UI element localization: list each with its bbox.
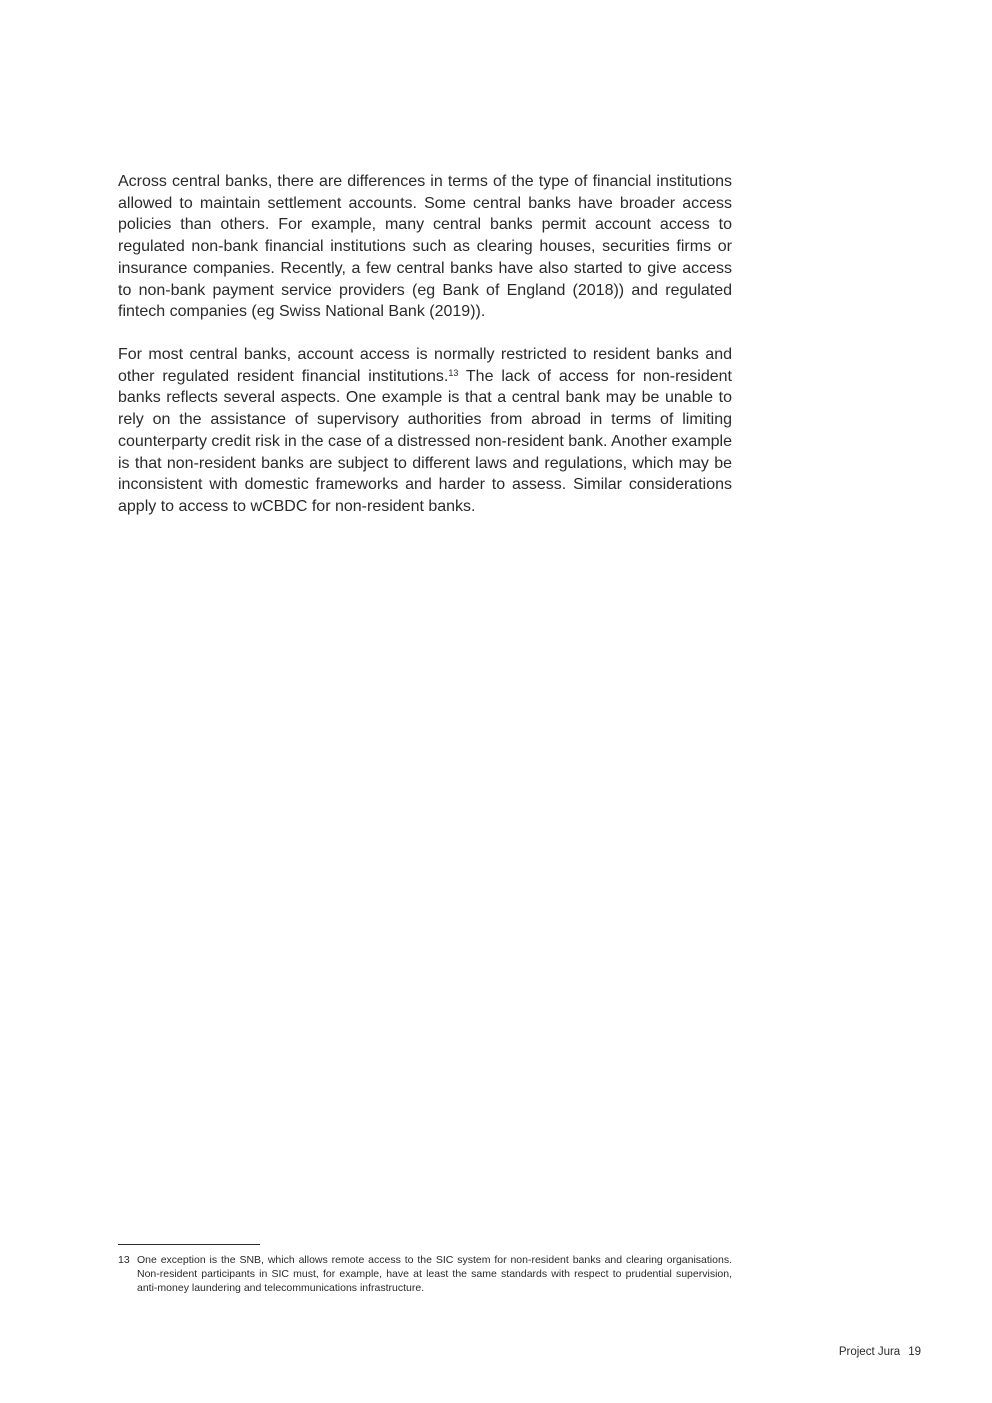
footnote-number: 13 [118, 1254, 130, 1266]
page-footer [839, 1346, 921, 1358]
page-number: 19 [908, 1346, 921, 1358]
paragraph-text: For most central banks, account access is normally restricted to resident banks and other regulated resident financial institutions. [118, 346, 732, 385]
body-paragraph: Across central banks, there are differences in terms of the type of financial institutions allowed to maintain settlement accounts. Some central banks have broader access policies than others. For example, many central banks permit account access to regulated non-bank financial institutions such as clearing houses, securities firms or insurance companies. Recently, a few central banks have also started to give access to non-bank payment service providers (eg Bank of England (2018)) and regulated fintech companies (eg Swiss National Bank (2019)). [118, 173, 732, 321]
paragraph-text: The lack of access for non-resident banks reflects several aspects. One example is that a central bank may be unable to rely on the assistance of supervisory authorities from abroad in terms of limiting counterparty credit risk in the case of a distressed non-resident bank. Another example is that non-resident banks are subject to different laws and regulations, which may be inconsistent with domestic frameworks and harder to assess. Similar considerations apply to access to wCBDC for non-resident banks. [118, 367, 732, 515]
footnote-text: One exception is the SNB, which allows remote access to the SIC system for non-resident banks and clearing organisations. Non-resident participants in SIC must, for example, have at least the same standards with respect to prudential supervision, anti-money laundering and telecommunications infrastructure. [137, 1254, 732, 1295]
footnote [118, 1253, 732, 1296]
footnote-reference[interactable]: 13 [448, 367, 459, 378]
footer-title: Project Jura [838, 1346, 901, 1358]
footnote-divider [118, 1244, 260, 1245]
body-paragraph [118, 344, 732, 518]
